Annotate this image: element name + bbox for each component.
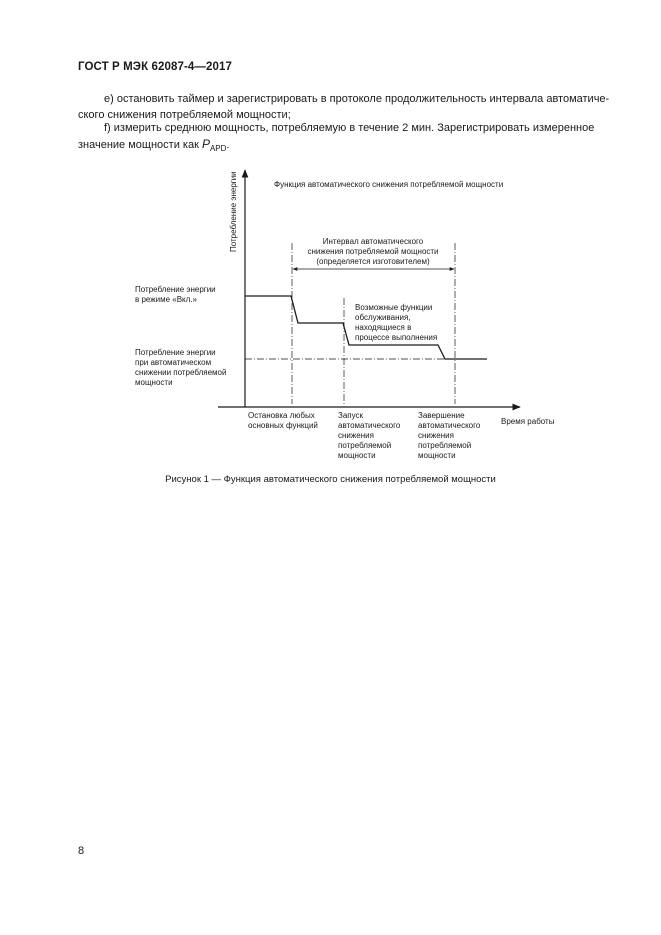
level-apd-label-1: Потребление энергии — [135, 348, 216, 357]
level-apd-label-3: снижении потребляемой — [135, 368, 227, 377]
x-axis-label: Время работы — [501, 417, 555, 426]
event-2-label-4: потребляемой — [338, 441, 392, 450]
service-label-3: находящиеся в — [355, 323, 412, 332]
event-3-label-5: мощности — [418, 451, 456, 460]
figure-title: Функция автоматического снижения потребляемой мощности — [274, 180, 504, 189]
document-header: ГОСТ Р МЭК 62087-4—2017 — [78, 61, 232, 73]
event-3-label-1: Завершение — [418, 411, 465, 420]
level-apd-label-2: при автоматическом — [135, 358, 212, 367]
interval-label-3: (определяется изготовителем) — [316, 257, 430, 266]
paragraph-e-line1: e) остановить таймер и зарегистрировать в протоколе продолжительность интервала автоматиче- — [104, 93, 610, 105]
power-subscript: APD — [209, 144, 227, 153]
event-3-label-4: потребляемой — [418, 441, 472, 450]
service-label-1: Возможные функции — [355, 303, 433, 312]
page-number: 8 — [78, 845, 85, 857]
level-on-label-2: в режиме «Вкл.» — [135, 295, 197, 304]
event-2-label-5: мощности — [338, 451, 376, 460]
interval-label-1: Интервал автоматического — [322, 237, 424, 246]
paragraph-e-line2: ского снижения потребляемой мощности; — [78, 109, 291, 121]
paragraph-f-line2: значение мощности как — [78, 139, 199, 151]
event-3-label-3: снижения — [418, 431, 454, 440]
y-axis-label: Потребление энергии — [229, 171, 238, 252]
event-1-label-1: Остановка любых — [248, 411, 315, 420]
service-label-2: обслуживания, — [355, 313, 411, 322]
event-1-label-2: основных функций — [248, 421, 318, 430]
power-symbol: P — [201, 137, 210, 151]
interval-label-2: снижения потребляемой мощности — [307, 247, 439, 256]
event-3-label-2: автоматического — [418, 421, 481, 430]
figure-caption: Рисунок 1 — Функция автоматического снижения потребляемой мощности — [165, 474, 496, 485]
event-2-label-3: снижения — [338, 431, 374, 440]
paragraph-f-suffix: . — [226, 139, 230, 151]
level-apd-label-4: мощности — [135, 378, 173, 387]
paragraph-f-line1: f) измерить среднюю мощность, потребляемую в течение 2 мин. Зарегистрировать измеренное — [104, 122, 595, 134]
event-2-label-1: Запуск — [338, 411, 364, 420]
service-label-4: процессе выполнения — [355, 333, 438, 342]
level-on-label-1: Потребление энергии — [135, 285, 216, 294]
event-2-label-2: автоматического — [338, 421, 401, 430]
